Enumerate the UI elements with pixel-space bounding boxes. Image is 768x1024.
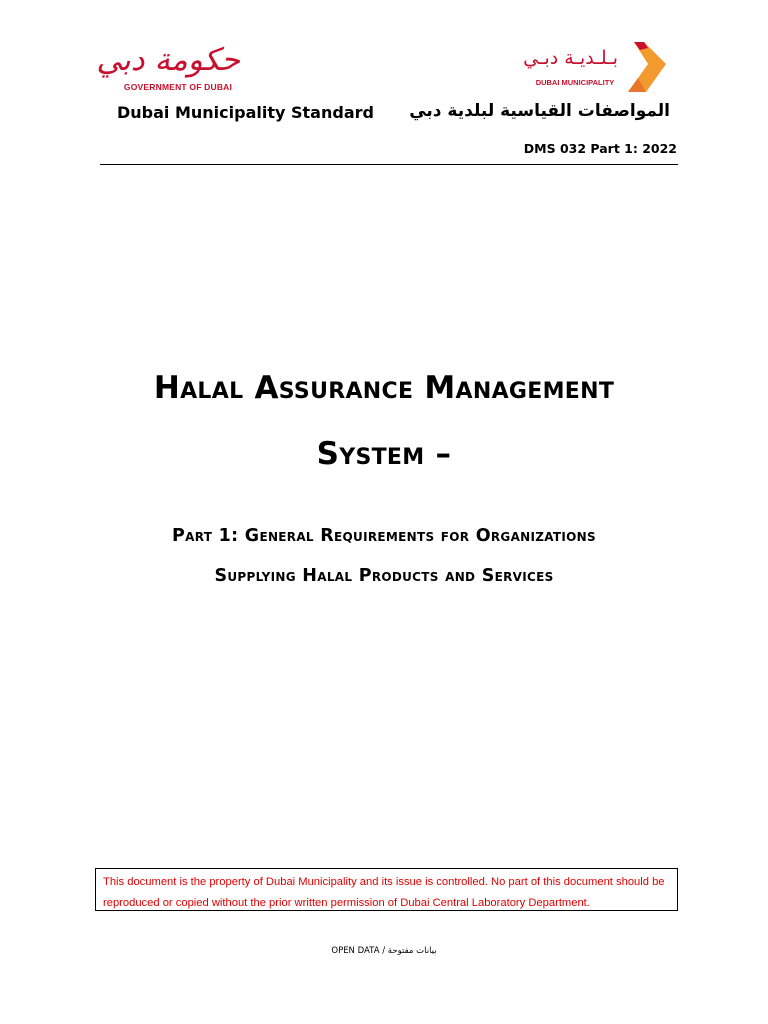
- document-title-line-2: System –: [316, 436, 452, 472]
- copyright-notice-box: [95, 868, 678, 911]
- copyright-notice-text: This document is the property of Dubai Municipality and its issue is controlled. No part of this document should be reproduced or copied without the prior written permission of Dubai Central Laboratory Department.: [103, 876, 665, 909]
- document-subtitle-line-2: Supplying Halal Products and Services: [214, 566, 554, 586]
- dubai-municipality-logo: [523, 42, 672, 94]
- government-logo-arabic-text: حكومة دبي: [96, 42, 240, 78]
- standard-label-english: Dubai Municipality Standard: [117, 103, 374, 122]
- standard-label-arabic: المواصفات القياسية لبلدية دبي: [409, 101, 670, 121]
- open-data-footer: OPEN DATA / بيانات مفتوحة: [331, 946, 437, 956]
- government-of-dubai-logo: [96, 40, 240, 96]
- header-divider: [100, 164, 678, 165]
- municipality-logo-arabic-text: بـلـديـة دبـي: [523, 47, 618, 69]
- municipality-logo-english-text: DUBAI MUNICIPALITY: [535, 78, 615, 87]
- municipality-emblem-icon: [620, 42, 668, 92]
- government-logo-english-text: GOVERNMENT OF DUBAI: [123, 82, 233, 92]
- document-title-line-1: Halal Assurance Management: [153, 370, 615, 406]
- document-subtitle-line-1: Part 1: General Requirements for Organizations: [172, 526, 596, 546]
- document-code: DMS 032 Part 1: 2022: [523, 141, 677, 156]
